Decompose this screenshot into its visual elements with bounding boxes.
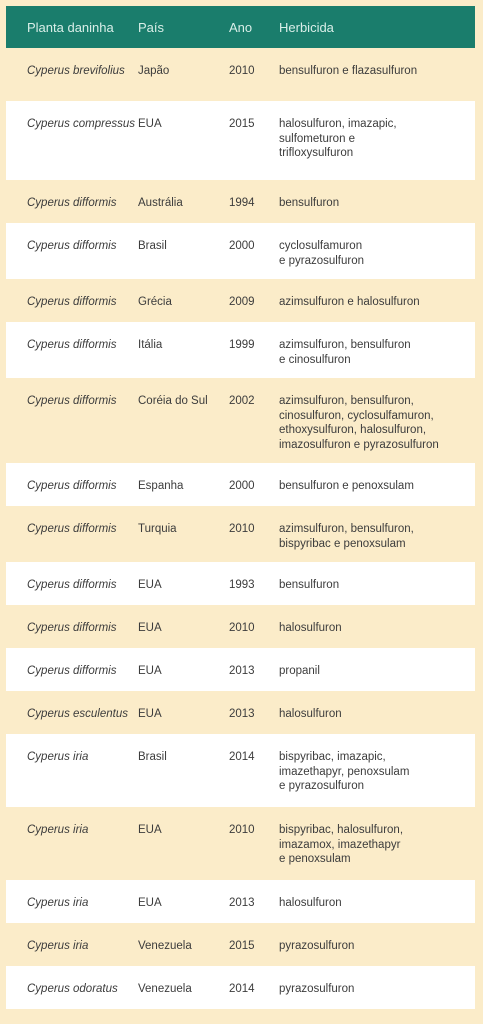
country-cell: EUA (138, 118, 162, 130)
table-header (6, 6, 475, 48)
table-row (6, 966, 475, 1009)
year-cell: 2013 (229, 708, 255, 720)
table-row (6, 734, 475, 807)
herbicide-cell: pyrazosulfuron (279, 940, 355, 952)
herbicide-cell: halosulfuron, imazapic, sulfometuron e trifloxysulfuron (279, 118, 397, 159)
herbicide-cell: bispyribac, imazapic, imazethapyr, penoxsulam e pyrazosulfuron (279, 751, 410, 792)
year-cell: 2010 (229, 622, 255, 634)
herbicide-cell: azimsulfuron, bensulfuron e cinosulfuron (279, 339, 411, 366)
country-cell: Brasil (138, 751, 167, 763)
weed-cell: Cyperus iria (27, 751, 89, 763)
herbicide-cell: azimsulfuron e halosulfuron (279, 296, 420, 308)
year-cell: 1999 (229, 339, 255, 351)
herbicide-cell: cyclosulfamuron e pyrazosulfuron (279, 240, 365, 267)
weed-cell: Cyperus iria (27, 824, 89, 836)
country-cell: EUA (138, 897, 162, 909)
year-cell: 2010 (229, 65, 255, 77)
year-cell: 2010 (229, 523, 255, 535)
table-row (6, 506, 475, 562)
weed-cell: Cyperus difformis (27, 622, 117, 634)
table-row (6, 378, 475, 463)
table-body (6, 48, 475, 1009)
header-country: País (138, 19, 165, 35)
country-cell: Itália (138, 339, 163, 351)
table-row (6, 807, 475, 880)
country-cell: Venezuela (138, 940, 192, 952)
country-cell: EUA (138, 622, 162, 634)
table-row (6, 691, 475, 734)
year-cell: 2015 (229, 118, 255, 130)
country-cell: EUA (138, 708, 162, 720)
country-cell: Coréia do Sul (138, 395, 208, 407)
weed-cell: Cyperus difformis (27, 523, 117, 535)
country-cell: Austrália (138, 197, 183, 209)
weed-cell: Cyperus difformis (27, 197, 117, 209)
country-cell: Japão (138, 65, 170, 77)
table-row (6, 923, 475, 966)
weed-cell: Cyperus compressus (27, 118, 136, 130)
year-cell: 2015 (229, 940, 255, 952)
header-year: Ano (229, 19, 253, 35)
year-cell: 2000 (229, 480, 255, 492)
table-row (6, 322, 475, 378)
herbicide-cell: bensulfuron e penoxsulam (279, 480, 414, 492)
table-row (6, 880, 475, 923)
herbicide-cell: bensulfuron (279, 197, 340, 209)
weed-cell: Cyperus difformis (27, 240, 117, 252)
herbicide-cell: bensulfuron (279, 579, 340, 591)
table-row (6, 180, 475, 223)
year-cell: 2013 (229, 665, 255, 677)
header-weed: Planta daninha (27, 19, 114, 35)
country-cell: Brasil (138, 240, 167, 252)
herbicide-cell: halosulfuron (279, 622, 342, 634)
country-cell: Venezuela (138, 983, 192, 995)
weed-cell: Cyperus odoratus (27, 983, 118, 995)
weed-cell: Cyperus difformis (27, 395, 117, 407)
table-row (6, 562, 475, 605)
herbicide-cell: halosulfuron (279, 708, 342, 720)
weed-cell: Cyperus esculentus (27, 708, 128, 720)
herbicide-cell: azimsulfuron, bensulfuron, cinosulfuron, cyclosulfamuron, ethoxysulfuron, halosulfuron, imazosulfuron e pyrazosulfuron (279, 395, 439, 451)
year-cell: 2014 (229, 751, 255, 763)
country-cell: Turquia (138, 523, 177, 535)
table-row (6, 223, 475, 279)
table-row (6, 48, 475, 101)
weed-cell: Cyperus difformis (27, 579, 117, 591)
country-cell: EUA (138, 579, 162, 591)
herbicide-cell: halosulfuron (279, 897, 342, 909)
herbicide-resistance-table (6, 6, 475, 1009)
table-row (6, 463, 475, 506)
weed-cell: Cyperus difformis (27, 480, 117, 492)
table-row (6, 101, 475, 180)
weed-cell: Cyperus iria (27, 940, 89, 952)
weed-cell: Cyperus difformis (27, 339, 117, 351)
herbicide-cell: bispyribac, halosulfuron, imazamox, imazethapyr e penoxsulam (279, 824, 404, 865)
year-cell: 2014 (229, 983, 255, 995)
table-row (6, 648, 475, 691)
weed-cell: Cyperus difformis (27, 296, 117, 308)
herbicide-cell: pyrazosulfuron (279, 983, 355, 995)
header-herbicide: Herbicida (279, 19, 334, 35)
country-cell: Espanha (138, 480, 184, 492)
table-row (6, 279, 475, 322)
year-cell: 2013 (229, 897, 255, 909)
year-cell: 2000 (229, 240, 255, 252)
weed-cell: Cyperus brevifolius (27, 65, 125, 77)
year-cell: 1993 (229, 579, 255, 591)
weed-cell: Cyperus difformis (27, 665, 117, 677)
herbicide-cell: azimsulfuron, bensulfuron, bispyribac e penoxsulam (279, 523, 414, 550)
country-cell: EUA (138, 665, 162, 677)
herbicide-cell: propanil (279, 665, 320, 677)
herbicide-cell: bensulfuron e flazasulfuron (279, 65, 418, 77)
country-cell: EUA (138, 824, 162, 836)
year-cell: 2009 (229, 296, 255, 308)
country-cell: Grécia (138, 296, 172, 308)
year-cell: 1994 (229, 197, 255, 209)
year-cell: 2010 (229, 824, 255, 836)
table-row (6, 605, 475, 648)
year-cell: 2002 (229, 395, 255, 407)
weed-cell: Cyperus iria (27, 897, 89, 909)
